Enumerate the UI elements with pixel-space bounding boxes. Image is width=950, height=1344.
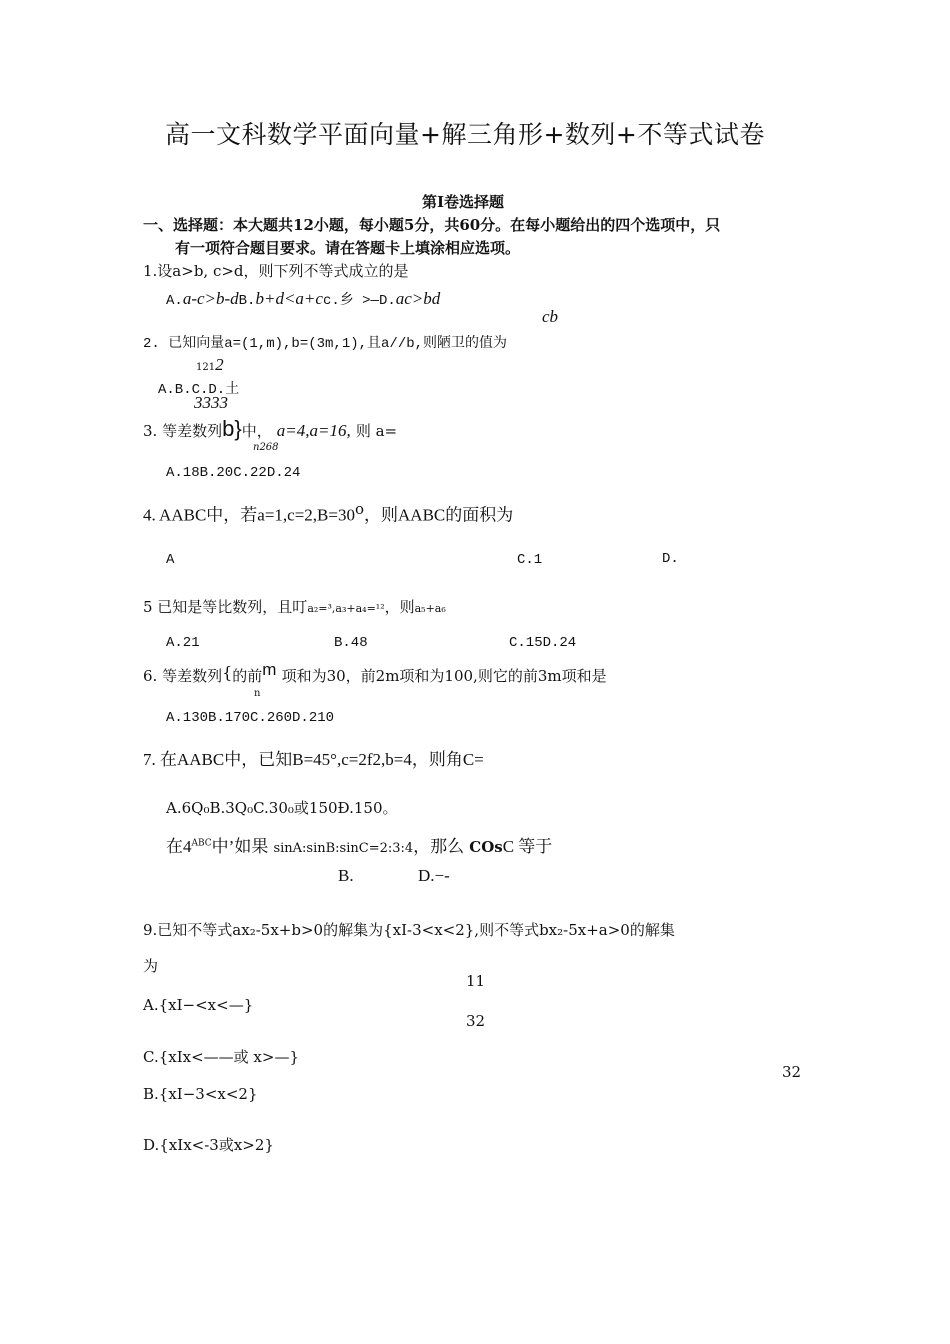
q6-stem-pre: 6. 等差数列: [143, 667, 223, 685]
question-9-stem: 9.已知不等式ax₂-5x+b>0的解集为{xI-3<x<2},则不等式bx₂-5x+a>0的解集: [143, 921, 675, 939]
q8-ratio: sinA:sinB:sinC=2:3:4: [273, 841, 414, 856]
q9-option-b: B.{xI−3<x<2}: [143, 1085, 258, 1103]
q5-option-cd: C.15D.24: [509, 635, 577, 651]
question-1-options: [166, 289, 440, 309]
q8-stem-mid: 中’如果: [211, 837, 269, 856]
question-7-options: A.6Q₀B.3Q₀C.30₀或150Ð.150。: [166, 799, 398, 817]
page-title: 高一文科数学平面向量+解三角形+数列+不等式试卷: [165, 120, 765, 149]
question-2-stem: 2. 已知向量a=(1,m),b=(3m,1),且a//b,则陋卫的值为: [143, 336, 508, 352]
q8-stem-post: ，那么: [413, 837, 465, 856]
q9-right-fraction: 32: [782, 1063, 802, 1081]
question-4-stem: [143, 500, 513, 525]
question-1-stem: 1.设a>b, c>d，则下列不等式成立的是: [143, 262, 409, 280]
q3-brace: b}: [222, 416, 242, 441]
q2-fraction-top: [196, 355, 224, 375]
q9-option-a: A.{xI−<x<—}: [143, 996, 254, 1014]
q5-stem-pre: 5 已知是等比数列，且叮: [143, 598, 308, 616]
question-6-stem: [143, 660, 607, 686]
section-title: 第Ⅰ卷选择题: [422, 193, 505, 211]
q3-condition: a=4,a=16,: [276, 421, 351, 440]
question-6-options: A.130B.170C.260D.210: [166, 710, 335, 726]
q1-option-b-math: b+d<a+c: [255, 289, 323, 308]
q6-brace: {: [222, 663, 233, 682]
instructions-line-1: 一、选择题：本大题共12小题，每小题5分，共60分。在每小题给出的四个选项中，只: [143, 216, 721, 234]
q1-fraction-bottom: cb: [542, 307, 559, 326]
q4-stem: 4. AABC中，若a=1,c=2,B=30: [143, 505, 355, 525]
q5-option-b: B.48: [334, 635, 368, 651]
q2-fraction-top-big: 2: [215, 355, 224, 374]
q6-stem-post: 项和为30，前2m项和为100,则它的前3m项和是: [281, 667, 607, 685]
q4-option-d: D.: [662, 551, 679, 567]
question-9-stem-cont: 为: [143, 957, 159, 975]
q5-ask: a₅+a₆: [414, 602, 446, 615]
instructions-line-2: 有一项符合题目要求。请在答题卡上填涂相应选项。: [175, 239, 521, 257]
q4-option-a: A: [166, 552, 175, 568]
question-8-stem: [166, 832, 552, 857]
question-3-stem: [143, 416, 397, 442]
q8-cos: COs: [469, 838, 503, 856]
q9-option-d: D.{xIx<-3或x>2}: [143, 1136, 274, 1154]
q5-stem-mid: ，则: [384, 598, 415, 616]
q1-option-b-label: B.: [238, 293, 256, 309]
q9-option-c: C.{xIx<——或 x>—}: [143, 1048, 300, 1066]
q4-degree: o: [355, 500, 365, 518]
q8-option-d: D.−-: [418, 866, 450, 885]
q2-fraction-bottom: 3333: [194, 393, 228, 412]
question-7-stem: 7. 在AABC中，已知B=45°,c=2f2,b=4，则角C=: [143, 750, 484, 769]
question-5-stem: [143, 596, 446, 617]
q5-option-a: A.21: [166, 635, 200, 651]
question-3-options: A.18B.20C.22D.24: [166, 465, 301, 481]
q9-fraction-bottom: 32: [466, 1012, 486, 1030]
q1-option-a-math: a-c>b-d: [182, 289, 239, 308]
q6-stem-mid: 的前: [232, 667, 263, 685]
q8-abc: ABC: [191, 838, 212, 849]
q2-fraction-top-small: 121: [196, 362, 216, 373]
q8-stem-end: C 等于: [502, 837, 553, 856]
q1-option-c: c.乡 >—D.: [322, 293, 396, 309]
question-2-options: A.B.C.D.土: [158, 382, 240, 398]
q8-option-b: B.: [338, 866, 354, 885]
q6-m: m: [262, 660, 277, 679]
q3-stem-post: 则 a=: [355, 422, 398, 440]
q3-subscripts: n268: [253, 442, 279, 453]
q1-option-d-math: ac>bd: [395, 289, 441, 308]
q1-option-a-label: A.: [166, 293, 183, 309]
q9-fraction-top: 11: [466, 972, 486, 990]
q4-stem-post: ，则AABC的面积为: [364, 505, 514, 525]
q6-brace-subscript: n: [254, 688, 261, 699]
q4-option-c: C.1: [517, 552, 543, 568]
q5-condition: a₂=³,a₃+a₄=¹²: [307, 602, 385, 615]
q8-stem-pre: 在4: [166, 837, 192, 856]
q3-stem-mid: 中，: [241, 422, 272, 440]
q3-stem-pre: 3. 等差数列: [143, 422, 223, 440]
